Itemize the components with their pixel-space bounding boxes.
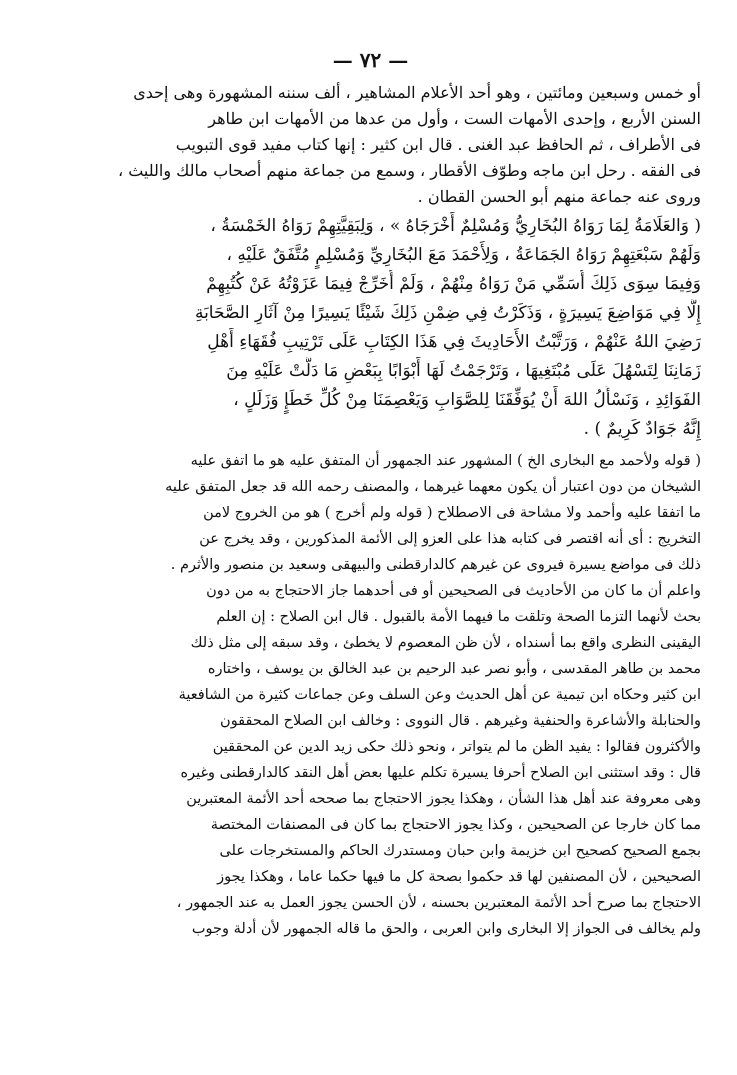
- commentary-line: واعلم أن ما كان من الأحاديث فى الصحيحين أو فى أحدهما جاز الاحتجاج به من دون: [206, 583, 701, 599]
- commentary-line: اليقينى النظرى واقع بما أسنداه ، لأن ظن المعصوم لا يخطئ ، وقد سبقه إلى مثل ذلك: [190, 635, 701, 651]
- commentary-line: ابن كثير وحكاه ابن تيمية عن أهل الحديث وعن السلف وعن جماعات كثيرة من الشافعية: [178, 687, 701, 703]
- main-text-line: أو خمس وسبعين ومائتين ، وهو أحد الأعلام المشاهير ، ألف سننه المشهورة وهى إحدى: [133, 83, 701, 102]
- vocalized-text: [40, 212, 701, 444]
- commentary-line: الصحيحين ، لأن المصنفين لها قد حكموا بصحة كل ما فيها حكما عاما ، وهكذا يجوز: [217, 869, 701, 885]
- commentary-line: محمد بن طاهر المقدسى ، وأبو نصر عبد الرحيم بن عبد الخالق بن يوسف ، واختاره: [207, 661, 701, 677]
- main-text-line: السنن الأربع ، وإحدى الأمهات الست ، وأول من عدها من الأمهات ابن طاهر: [208, 109, 701, 128]
- vocalized-text-line: وَفِيمَا سِوَى ذَلِكَ أُسَمِّي مَنْ رَوَاهُ مِنْهُمْ ، وَلَمْ أُخَرِّجْ فِيمَا عَزَوْتُهُ عَنْ كُتُبِهِمْ: [206, 274, 701, 294]
- page-number: — ٧٢ —: [332, 48, 409, 72]
- commentary-line: وهى معروفة عند أهل هذا الشأن ، وهكذا يجوز الاحتجاج بما صححه أحد الأئمة المعتبرين: [186, 791, 701, 807]
- commentary-line: ما اتفقا عليه وأحمد ولا مشاحة فى الاصطلاح ( قوله ولم أخرج ) هو من الخروج لامن: [203, 505, 701, 521]
- vocalized-text-line: الفَوَائِدِ ، وَنَسْأَلُ اللهَ أَنْ يُوَفِّقَنَا لِلصَّوَابِ وَيَعْصِمَنَا مِنْ كُلِّ خَطَإٍ وَزَلَلٍ ،: [233, 390, 701, 410]
- commentary-line: الشيخان من دون اعتبار أن يكون معهما غيرهما ، والمصنف رحمه الله قد جعل المتفق عليه: [165, 479, 701, 495]
- vocalized-text-line: إِلَّا فِي مَوَاضِعَ يَسِيرَةٍ ، وَذَكَرْتُ فِي ضِمْنِ ذَلِكَ شَيْئًا يَسِيرًا مِنْ آثَارِ الصَّحَابَةِ: [194, 303, 701, 323]
- commentary-line: ولم يخالف فى الجواز إلا البخارى وابن العربى ، والحق ما قاله الجمهور لأن أدلة وجوب: [191, 921, 701, 937]
- vocalized-text-line: ( وَالعَلَامَةُ لِمَا رَوَاهُ البُخَارِيُّ وَمُسْلِمٌ أَخْرَجَاهُ » ، وَلِبَقِيَّتِهِمْ رَوَاهُ الخَمْسَةُ ،: [210, 216, 701, 236]
- commentary-line: والأكثرون فقالوا : يفيد الظن ما لم يتواتر ، ونحو ذلك حكى زيد الدين عن المحققين: [212, 739, 701, 755]
- commentary-line: بجمع الصحيح كصحيح ابن خزيمة وابن حبان ومستدرك الحاكم والمستخرجات على: [219, 843, 701, 859]
- commentary-line: والحنابلة والأشاعرة والحنفية وغيرهم . قال النووى : وخالف ابن الصلاح المحققون: [220, 713, 701, 729]
- vocalized-text-line: رَضِيَ اللهُ عَنْهُمْ ، وَرَتَّبْتُ الأَحَادِيثَ فِي هَذَا الكِتَابِ عَلَى تَرْتِيبِ فُقَهَاءِ أَهْلِ: [207, 332, 701, 352]
- vocalized-text-line: وَلَهُمْ سَبْعَتِهِمْ رَوَاهُ الجَمَاعَةُ ، وَلِأَحْمَدَ مَعَ البُخَارِيِّ وَمُسْلِمٍ مُتَّفَقٌ عَلَيْهِ ،: [226, 245, 701, 265]
- commentary-line: ذلك فى مواضع يسيرة فيروى عن غيرهم كالدارقطنى والبيهقى وسعيد بن منصور والأثرم .: [170, 557, 701, 573]
- commentary-line: التخريج : أى أنه اقتصر فى كتابه هذا على العزو إلى الأئمة المذكورين ، وقد يخرج عن: [199, 531, 701, 547]
- main-text-line: وروى عنه جماعة منهم أبو الحسن القطان .: [417, 187, 701, 206]
- main-text-line: فى الأطراف ، ثم الحافظ عبد الغنى . قال ابن كثير : إنها كتاب مفيد قوى التبويب: [175, 135, 701, 154]
- commentary-text: [40, 448, 701, 942]
- commentary-line: قال : وقد استثنى ابن الصلاح أحرفا يسيرة تكلم عليها بعض أهل النقد كالدارقطنى وغيره: [180, 765, 701, 781]
- vocalized-text-line: زَمَانِنَا لِتَسْهُلَ عَلَى مُبْتَغِيهَا ، وَتَرْجَمْتُ لَهَا أَبْوَابًا بِبَعْضِ مَا دَلَّتْ عَلَيْهِ مِنَ: [226, 361, 701, 381]
- commentary-line: ( قوله ولأحمد مع البخارى الخ ) المشهور عند الجمهور أن المتفق عليه هو ما اتفق عليه: [190, 453, 701, 469]
- main-text-line: فى الفقه . رحل ابن ماجه وطوّف الأقطار ، وسمع من جماعة منهم أصحاب مالك والليث ،: [117, 161, 701, 180]
- vocalized-text-line: إِنَّهُ جَوَادٌ كَرِيمٌ ) .: [583, 419, 701, 439]
- commentary-line: مما كان خارجا عن الصحيحين ، وكذا يجوز الاحتجاج بما كان فى المصنفات المختصة: [210, 817, 701, 833]
- main-text: [40, 80, 701, 210]
- commentary-line: بحث لأنهما التزما الصحة وتلقت ما فيهما الأمة بالقبول . قال ابن الصلاح : إن العلم: [216, 609, 701, 625]
- commentary-line: الاحتجاج بما صرح أحد الأئمة المعتبرين بحسنه ، لأن الحسن يجوز العمل به عند الجمهور ،: [176, 895, 701, 911]
